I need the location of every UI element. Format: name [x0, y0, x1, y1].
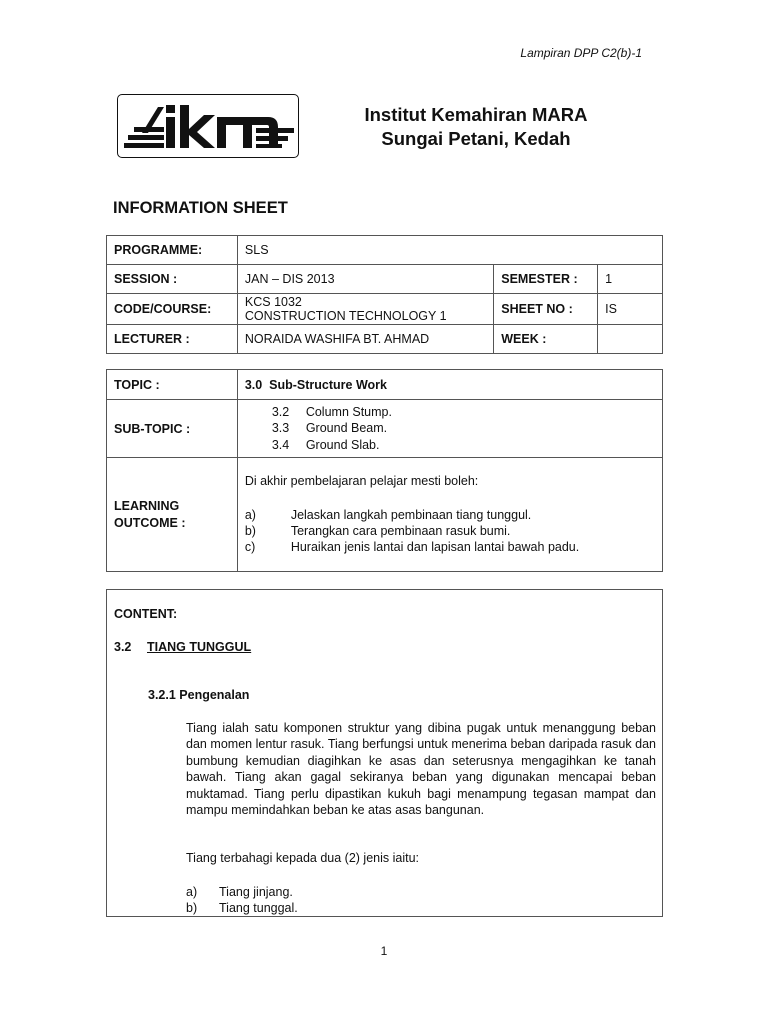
topic-value: 3.0 Sub-Structure Work [237, 370, 662, 400]
sheet-no-label: SHEET NO : [494, 294, 598, 325]
institute-name: Institut Kemahiran MARA [364, 104, 588, 125]
learning-outcome-list [237, 458, 662, 572]
topic-row [107, 370, 663, 400]
course-row [107, 294, 663, 325]
subtopic-item: 3.4 Ground Slab. [271, 437, 380, 452]
session-value: JAN – DIS 2013 [237, 265, 493, 294]
subtopic-item: 3.2 Column Stump. [271, 404, 392, 419]
learning-outcome-label: LEARNING OUTCOME : [107, 458, 238, 572]
outcome-intro: Di akhir pembelajaran pelajar mesti boleh: [244, 474, 479, 489]
page-number: 1 [380, 944, 388, 958]
content-label: CONTENT: [114, 607, 178, 621]
outcome-item: c) Huraikan jenis lantai dan lapisan lantai bawah padu. [244, 540, 580, 555]
section-title: TIANG TUNGGUL [147, 640, 252, 654]
section-number: 3.2 [114, 640, 132, 654]
lecturer-label: LECTURER : [107, 325, 238, 354]
course-code: KCS 1032 [244, 295, 302, 309]
semester-label: SEMESTER : [494, 265, 598, 294]
learning-outcome-row [107, 458, 663, 572]
course-value [237, 294, 493, 325]
outcome-item: b) Terangkan cara pembinaan rasuk bumi. [244, 524, 511, 538]
topic-table [106, 369, 663, 572]
programme-label: PROGRAMME: [107, 236, 238, 265]
subtopic-list [237, 400, 662, 458]
content-box [106, 589, 663, 917]
types-list [186, 884, 298, 917]
topic-label: TOPIC : [107, 370, 238, 400]
lecturer-row [107, 325, 663, 354]
course-info-table [106, 235, 663, 354]
semester-value: 1 [598, 265, 663, 294]
types-intro: Tiang terbahagi kepada dua (2) jenis iaitu: [186, 851, 420, 865]
session-label: SESSION : [107, 265, 238, 294]
sheet-no-value: IS [598, 294, 663, 325]
lecturer-value: NORAIDA WASHIFA BT. AHMAD [237, 325, 493, 354]
week-label: WEEK : [494, 325, 598, 354]
subsection-title: 3.2.1 Pengenalan [148, 688, 250, 702]
week-value [598, 325, 663, 354]
subtopic-item: 3.3 Ground Beam. [271, 421, 388, 436]
sheet-title: INFORMATION SHEET [113, 199, 288, 217]
course-name: CONSTRUCTION TECHNOLOGY 1 [244, 309, 447, 323]
intro-paragraph: Tiang ialah satu komponen struktur yang dibina pugak untuk menanggung beban dan momen lentur rasuk. Tiang berfungsi untuk menerima beban daripada rasuk dan bumbung kemudian diagihkan ke asas dan seterusnya mengagihkan ke tanah bawah. Tiang akan gagal sekiranya beban yang digunakan mencapai beban muktamad. Tiang perlu dipastikan kukuh bagi menampung tegasan mampat dan mampu memindahkan beban ke atas asas bangunan. [186, 721, 656, 818]
annex-reference: Lampiran DPP C2(b)-1 [520, 46, 642, 60]
institute-location: Sungai Petani, Kedah [381, 128, 571, 149]
course-label: CODE/COURSE: [107, 294, 238, 325]
programme-value: SLS [237, 236, 662, 265]
session-row [107, 265, 663, 294]
subtopic-label: SUB-TOPIC : [107, 400, 238, 458]
ikm-logo-mark [118, 95, 300, 159]
ikm-logo [117, 94, 299, 158]
subtopic-row [107, 400, 663, 458]
type-item: b) Tiang tunggal. [186, 901, 298, 916]
outcome-item: a) Jelaskan langkah pembinaan tiang tunggul. [244, 507, 532, 522]
type-item: a) Tiang jinjang. [186, 885, 293, 899]
programme-row [107, 236, 663, 265]
